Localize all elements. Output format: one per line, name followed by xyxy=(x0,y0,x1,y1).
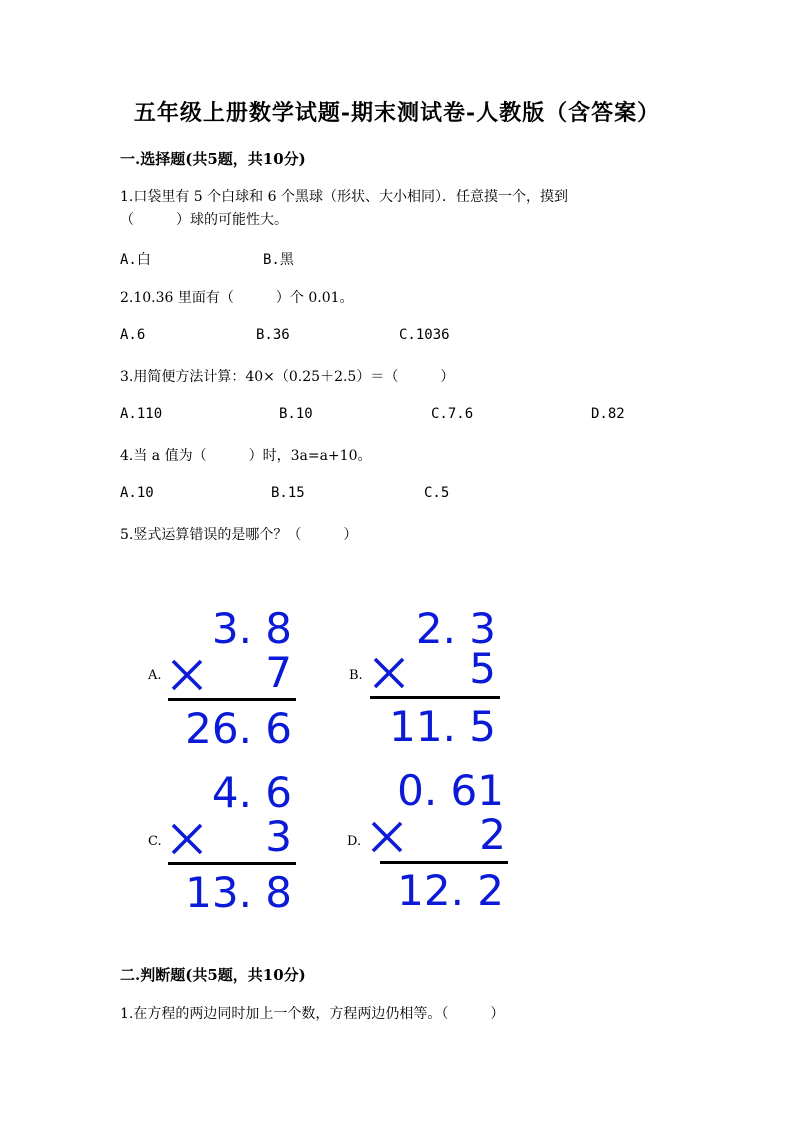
question-1-line2: （ ）球的可能性大。 xyxy=(120,212,288,228)
question-2-option-a: A.6 xyxy=(120,327,146,343)
calc-c-label: C. xyxy=(148,834,162,849)
calc-a-multiplicand: 3. 8 xyxy=(211,604,292,653)
calc-a-rule xyxy=(168,698,296,701)
calc-a-label: A. xyxy=(148,668,162,683)
calc-b-result: 11. 5 xyxy=(389,702,496,751)
calc-a-result: 26. 6 xyxy=(185,704,292,753)
judge-question-1: 1.在方程的两边同时加上一个数，方程两边仍相等。（ ） xyxy=(120,1006,505,1022)
section-judge-heading: 二.判断题(共5题，共10分) xyxy=(120,966,306,984)
calc-b-label: B. xyxy=(349,668,363,683)
question-1-option-b: B.黑 xyxy=(263,252,294,268)
question-4: 4.当 a 值为（ ）时，3a=a+10。 xyxy=(120,448,372,464)
calc-b-multiplicand: 2. 3 xyxy=(415,604,496,653)
question-2-option-c: C.1036 xyxy=(399,327,450,343)
question-3-option-d: D.82 xyxy=(591,406,625,422)
calc-c-multiplicand: 4. 6 xyxy=(211,768,292,817)
calc-b-rule xyxy=(370,696,500,699)
question-4-option-a: A.10 xyxy=(120,485,154,501)
question-1-option-a: A.白 xyxy=(120,252,151,268)
multiply-sign-icon xyxy=(370,820,404,854)
multiply-sign-icon xyxy=(170,658,204,692)
question-2-option-b: B.36 xyxy=(256,327,290,343)
question-3: 3.用简便方法计算：40×（0.25＋2.5）＝（ ） xyxy=(120,369,455,385)
question-1-line1: 1.口袋里有 5 个白球和 6 个黑球（形状、大小相同）．任意摸一个，摸到 xyxy=(120,189,568,205)
page-title: 五年级上册数学试题-期末测试卷-人教版（含答案） xyxy=(133,100,661,126)
calc-c-rule xyxy=(168,862,296,865)
calc-c-multiplier: 3 xyxy=(265,812,292,861)
multiply-sign-icon xyxy=(372,656,406,690)
calc-d-rule xyxy=(380,861,508,864)
question-4-option-c: C.5 xyxy=(424,485,450,501)
question-4-option-b: B.15 xyxy=(271,485,305,501)
question-5: 5.竖式运算错误的是哪个？（ ） xyxy=(120,527,358,543)
calc-a-multiplier: 7 xyxy=(265,648,292,697)
question-3-option-b: B.10 xyxy=(279,406,313,422)
question-2: 2.10.36 里面有（ ）个 0.01。 xyxy=(120,290,354,306)
calc-c-result: 13. 8 xyxy=(185,868,292,917)
calc-d-result: 12. 2 xyxy=(397,866,504,915)
question-3-option-a: A.110 xyxy=(120,406,163,422)
question-3-option-c: C.7.6 xyxy=(431,406,474,422)
calc-d-label: D. xyxy=(347,834,362,849)
calc-d-multiplier: 2 xyxy=(479,810,506,859)
calc-d-multiplicand: 0. 61 xyxy=(397,766,504,815)
multiply-sign-icon xyxy=(170,822,204,856)
section-choice-heading: 一.选择题(共5题，共10分) xyxy=(120,150,306,168)
calc-b-multiplier: 5 xyxy=(469,644,496,693)
